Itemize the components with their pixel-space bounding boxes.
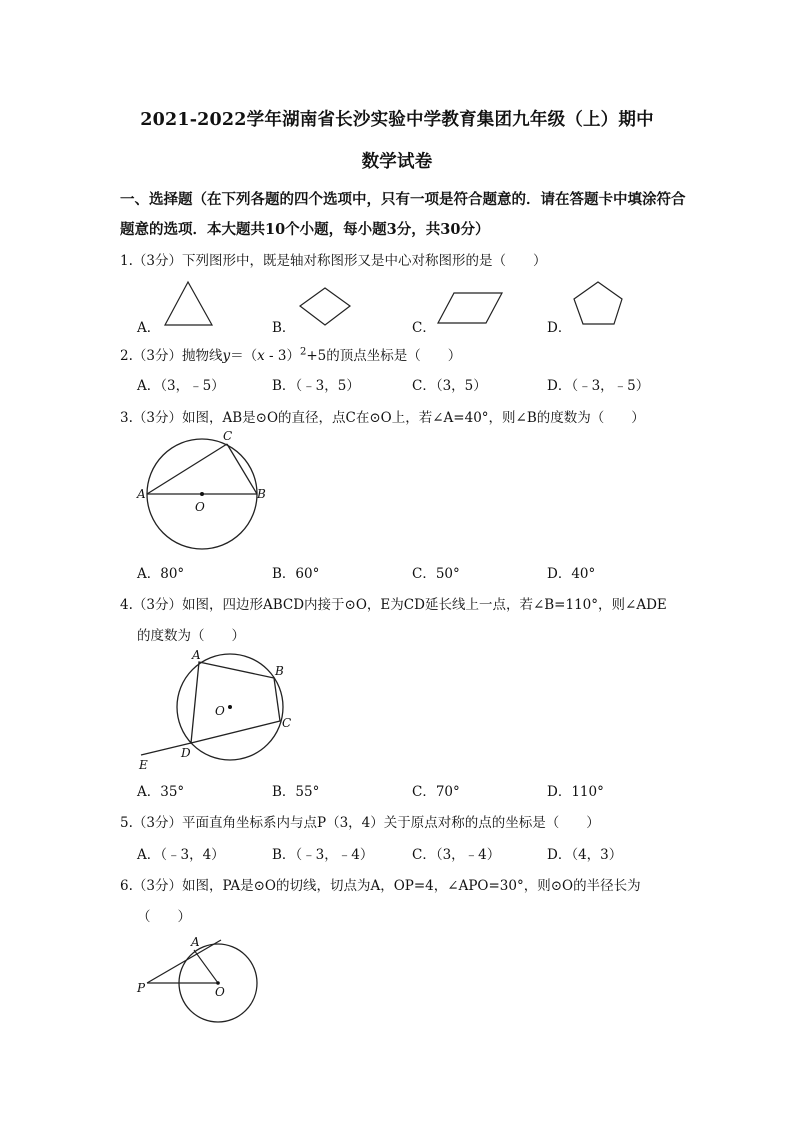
question-score: （3分） — [132, 253, 182, 269]
section-heading-line1: 一、选择题（在下列各题的四个选项中，只有一项是符合题意的．请在答题卡中填涂符合 — [120, 191, 686, 208]
label-o: O — [215, 704, 225, 718]
question-number: 6. — [120, 878, 133, 894]
math-x: x — [257, 348, 265, 364]
question-number: 1. — [120, 253, 133, 269]
question-number: 4. — [120, 597, 133, 613]
parallelogram-figure — [436, 290, 506, 325]
q1-option-b[interactable]: B． — [272, 320, 296, 336]
question-text-after: +5的顶点坐标是（ ） — [306, 348, 462, 364]
q2-option-b[interactable]: B．（﹣3，5） — [272, 378, 360, 394]
question-score: （3分） — [132, 348, 182, 364]
triangle-figure — [160, 280, 220, 330]
label-a: A — [191, 935, 200, 949]
tangent-circle-figure — [135, 930, 265, 1030]
label-b: B — [257, 487, 266, 501]
q5-option-b[interactable]: B．（﹣3，﹣4） — [272, 847, 374, 863]
label-o: O — [215, 985, 225, 999]
label-a: A — [137, 487, 146, 501]
q3-option-b[interactable]: B．60° — [272, 566, 320, 582]
q3-option-c[interactable]: C．50° — [412, 566, 460, 582]
label-b: B — [275, 664, 284, 678]
q5-option-d[interactable]: D．（4，3） — [547, 847, 623, 863]
question-4-line2: 的度数为（ ） — [137, 628, 245, 644]
question-number: 5. — [120, 815, 133, 831]
q3-option-a[interactable]: A．80° — [137, 566, 185, 582]
q2-option-c[interactable]: C．（3，5） — [412, 378, 487, 394]
question-text: 下列图形中，既是轴对称图形又是中心对称图形的是（ ） — [181, 253, 547, 269]
label-e: E — [139, 758, 148, 772]
q4-option-c[interactable]: C．70° — [412, 784, 460, 800]
question-4 — [120, 593, 667, 613]
q1-option-a[interactable]: A． — [137, 320, 161, 336]
question-text: 如图，四边形ABCD内接于⊙O，E为CD延长线上一点，若∠B=110°，则∠ADE — [181, 597, 667, 613]
q2-option-a[interactable]: A．（3，﹣5） — [137, 378, 225, 394]
question-text: 如图，PA是⊙O的切线，切点为A，OP=4，∠APO=30°，则⊙O的半径长为 — [181, 878, 641, 894]
q2-option-d[interactable]: D．（﹣3，﹣5） — [547, 378, 650, 394]
q3-option-d[interactable]: D．40° — [547, 566, 596, 582]
q4-option-a[interactable]: A．35° — [137, 784, 185, 800]
math-exponent: 2 — [299, 346, 307, 358]
exam-title-line2: 数学试卷 — [361, 152, 433, 172]
question-score: （3分） — [132, 597, 182, 613]
pentagon-figure — [570, 280, 630, 330]
section-heading-line2: 题意的选项．本大题共10个小题，每小题3分，共30分） — [120, 221, 490, 238]
question-text: 如图，AB是⊙O的直径，点C在⊙O上，若∠A=40°，则∠B的度数为（ ） — [181, 410, 645, 426]
chord-cb — [227, 444, 257, 494]
circle-diameter-figure — [135, 430, 275, 550]
label-p: P — [137, 981, 146, 995]
question-6-line2: （ ） — [137, 909, 191, 925]
center-point — [200, 492, 204, 496]
question-3 — [120, 406, 645, 426]
question-6 — [120, 874, 641, 894]
label-d: D — [181, 746, 191, 760]
label-o: O — [195, 500, 205, 514]
radius-oa — [194, 950, 218, 983]
q1-option-d[interactable]: D． — [547, 320, 572, 336]
question-text: 平面直角坐标系内与点P（3，4）关于原点对称的点的坐标是（ ） — [181, 815, 600, 831]
question-score: （3分） — [132, 815, 182, 831]
question-5 — [120, 811, 600, 831]
label-c: C — [282, 716, 292, 730]
center-point — [228, 705, 232, 709]
q5-option-c[interactable]: C．（3，﹣4） — [412, 847, 501, 863]
question-number: 2. — [120, 348, 133, 364]
math-y: y — [222, 348, 231, 364]
math-minus: - 3） — [264, 348, 300, 364]
question-number: 3. — [120, 410, 133, 426]
q4-option-b[interactable]: B．55° — [272, 784, 320, 800]
question-2 — [120, 344, 461, 364]
rhombus-figure — [295, 285, 355, 330]
question-score: （3分） — [132, 878, 182, 894]
inscribed-quadrilateral-figure — [135, 645, 305, 775]
quadrilateral-abcd — [191, 662, 280, 743]
question-score: （3分） — [132, 410, 182, 426]
q4-option-d[interactable]: D．110° — [547, 784, 604, 800]
q1-option-c[interactable]: C． — [412, 320, 436, 336]
question-1 — [120, 249, 546, 269]
exam-title-line1: 2021-2022学年湖南省长沙实验中学教育集团九年级（上）期中 — [140, 110, 654, 130]
label-a: A — [192, 648, 201, 662]
tangent-pa — [147, 940, 221, 983]
question-text-before: 抛物线 — [181, 348, 223, 364]
math-equals: ＝（ — [230, 348, 258, 364]
label-c: C — [223, 429, 233, 443]
q5-option-a[interactable]: A．（﹣3，4） — [137, 847, 225, 863]
chord-ac — [147, 444, 227, 494]
